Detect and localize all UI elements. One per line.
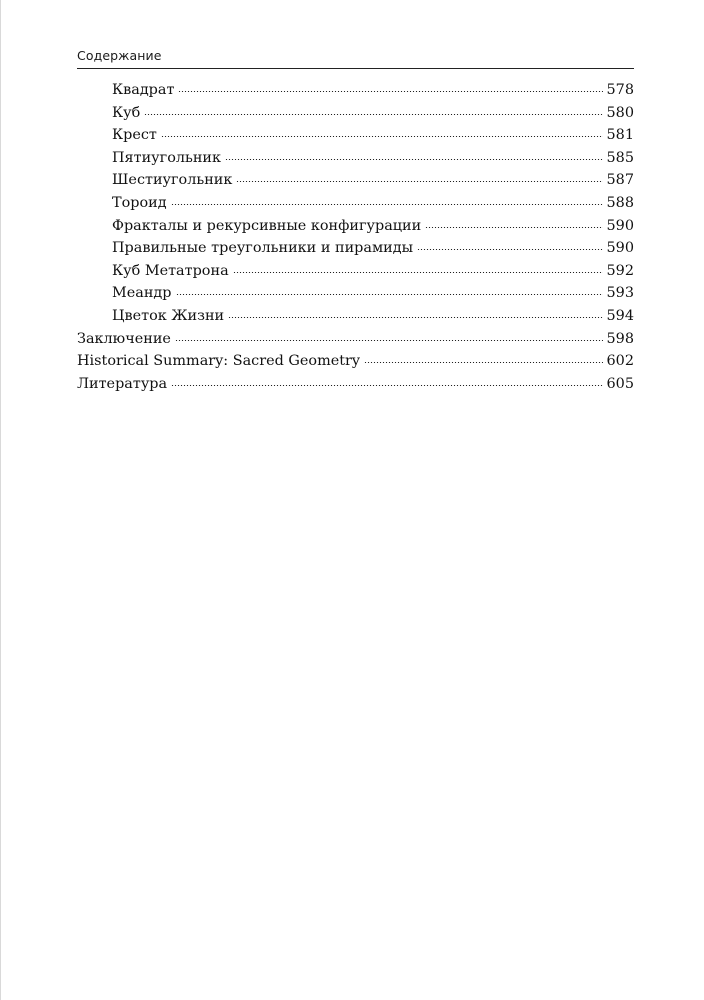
toc-entry-title: Цветок Жизни — [112, 307, 225, 324]
toc-entry-page: 587 — [606, 172, 634, 189]
toc-entry[interactable] — [77, 192, 634, 215]
toc-entry-title: Заключение — [77, 330, 171, 347]
toc-entry-title: Тороид — [112, 194, 167, 211]
running-head-title: Содержание — [77, 48, 162, 63]
toc-entry-title: Historical Summary: Sacred Geometry — [77, 353, 361, 370]
toc-dot-leader — [176, 294, 603, 295]
toc-entry-page: 602 — [606, 353, 634, 370]
toc-entry[interactable] — [77, 260, 634, 283]
toc-entry[interactable] — [77, 102, 634, 125]
toc-dot-leader — [144, 114, 602, 115]
toc-entry-page: 593 — [606, 285, 634, 302]
toc-dot-leader — [171, 385, 602, 386]
toc-entry-page: 605 — [606, 375, 634, 392]
toc-dot-leader — [175, 340, 603, 341]
toc-entry-title: Литература — [77, 375, 168, 392]
toc-dot-leader — [233, 272, 603, 273]
toc-entry-page: 590 — [606, 240, 634, 257]
toc-dot-leader — [364, 362, 603, 363]
toc-entry-page: 585 — [606, 149, 634, 166]
toc-entry-page: 592 — [606, 262, 634, 279]
toc-entry[interactable] — [77, 147, 634, 170]
toc-entry[interactable] — [77, 305, 634, 328]
toc-entry[interactable] — [77, 282, 634, 305]
toc-entry[interactable] — [77, 350, 634, 373]
toc-entry-title: Шестиугольник — [112, 172, 233, 189]
toc-entry[interactable] — [77, 328, 634, 351]
toc-entry[interactable] — [77, 215, 634, 238]
header-rule — [77, 68, 634, 69]
toc-entry-title: Меандр — [112, 285, 172, 302]
toc-entry[interactable] — [77, 79, 634, 102]
toc-dot-leader — [161, 136, 603, 137]
toc-entry-title: Правильные треугольники и пирамиды — [112, 240, 414, 257]
toc-entry-page: 588 — [606, 194, 634, 211]
toc-entry[interactable] — [77, 373, 634, 396]
toc-entry-title: Куб — [112, 104, 141, 121]
toc-dot-leader — [236, 181, 602, 182]
toc-entry-title: Фракталы и рекурсивные конфигурации — [112, 217, 422, 234]
toc-entry-page: 590 — [606, 217, 634, 234]
table-of-contents — [77, 79, 634, 395]
toc-dot-leader — [417, 249, 602, 250]
toc-entry[interactable] — [77, 237, 634, 260]
toc-entry-title: Квадрат — [112, 82, 175, 98]
toc-entry[interactable] — [77, 124, 634, 147]
toc-dot-leader — [225, 159, 603, 160]
toc-entry-title: Пятиугольник — [112, 149, 222, 166]
toc-entry-page: 594 — [606, 307, 634, 324]
toc-entry-page: 580 — [606, 104, 634, 121]
toc-entry-page: 598 — [606, 330, 634, 347]
toc-dot-leader — [425, 227, 602, 228]
toc-dot-leader — [171, 204, 603, 205]
toc-dot-leader — [178, 91, 602, 92]
toc-entry[interactable] — [77, 169, 634, 192]
toc-dot-leader — [228, 317, 602, 318]
toc-entry-title: Крест — [112, 127, 157, 144]
toc-entry-title: Куб Метатрона — [112, 262, 229, 279]
toc-entry-page: 578 — [606, 82, 634, 98]
toc-entry-page: 581 — [606, 127, 634, 144]
